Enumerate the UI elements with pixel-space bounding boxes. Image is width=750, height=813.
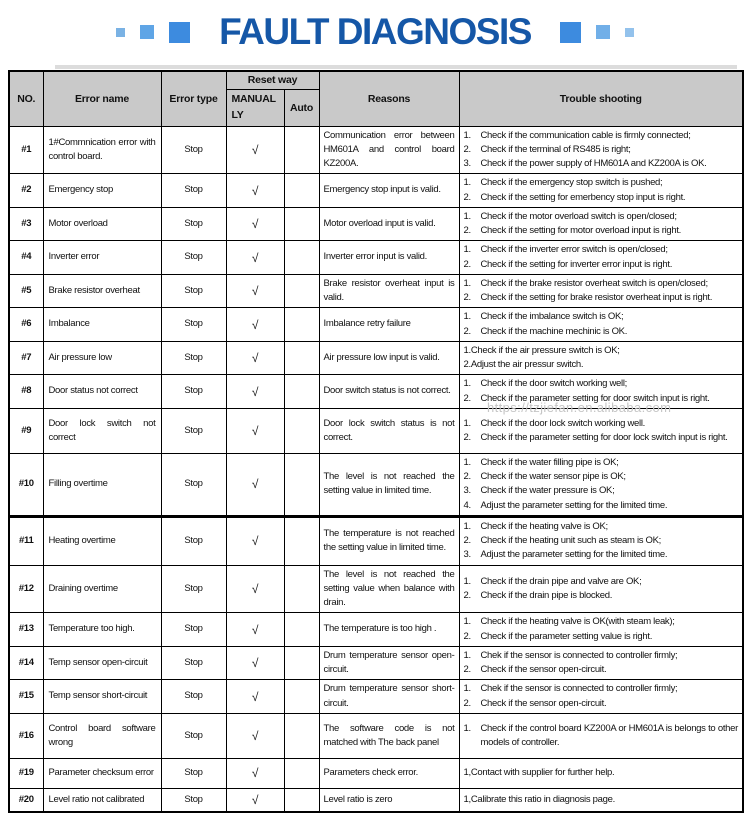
- trouble-item-text: Check if the water filling pipe is OK;: [480, 456, 619, 468]
- row-no: #2: [9, 174, 43, 208]
- row-no: #1: [9, 126, 43, 174]
- row-trouble-shooting: [459, 713, 743, 758]
- row-auto-check: [284, 680, 319, 714]
- col-header-no: NO.: [9, 71, 43, 126]
- row-manually-check: √: [226, 126, 284, 174]
- table-row: [9, 341, 743, 375]
- row-auto-check: [284, 713, 319, 758]
- row-trouble-shooting: [459, 408, 743, 453]
- trouble-item: [464, 589, 739, 603]
- row-error-name: Heating overtime: [43, 516, 161, 565]
- trouble-item-text: Check if the motor overload switch is open/closed;: [480, 210, 677, 222]
- trouble-item-number: 2.: [463, 191, 471, 203]
- row-reason: Drum temperature sensor open-circuit.: [319, 646, 459, 680]
- row-error-name: Control board software wrong: [43, 713, 161, 758]
- trouble-item: [464, 176, 739, 190]
- row-trouble-shooting: [459, 565, 743, 613]
- deco-square-icon: [596, 25, 610, 39]
- row-manually-check: √: [226, 341, 284, 375]
- trouble-item-number: 1.: [463, 722, 471, 734]
- row-no: #11: [9, 516, 43, 565]
- row-reason: Inverter error input is valid.: [319, 241, 459, 275]
- trouble-item-number: 1.: [463, 616, 471, 628]
- row-error-type: Stop: [161, 241, 226, 275]
- trouble-item-text: Check if the parameter setting for door switch input is right.: [480, 392, 710, 404]
- trouble-item: [464, 291, 739, 305]
- row-no: #5: [9, 274, 43, 308]
- row-manually-check: √: [226, 516, 284, 565]
- trouble-item: [464, 224, 739, 238]
- row-error-type: Stop: [161, 174, 226, 208]
- row-reason: Communication error between HM601A and control board KZ200A.: [319, 126, 459, 174]
- trouble-item-number: 3.: [463, 549, 471, 561]
- trouble-item-text: Check if the sensor open-circuit.: [480, 664, 607, 675]
- row-auto-check: [284, 274, 319, 308]
- trouble-item-number: 1.: [463, 244, 471, 256]
- trouble-item: [464, 575, 739, 589]
- trouble-item-number: 1.: [463, 129, 471, 141]
- row-reason: Brake resistor overheat input is valid.: [319, 274, 459, 308]
- trouble-item: [464, 191, 739, 205]
- row-auto-check: [284, 241, 319, 275]
- trouble-item: [464, 682, 739, 696]
- row-no: #12: [9, 565, 43, 613]
- trouble-item: [464, 143, 739, 157]
- row-error-name: Draining overtime: [43, 565, 161, 613]
- table-row: [9, 241, 743, 275]
- trouble-item: [464, 548, 739, 562]
- row-trouble-shooting: [459, 241, 743, 275]
- trouble-item-text: 1.Check if the air pressure switch is OK;: [463, 344, 620, 356]
- trouble-item-number: 2.: [463, 589, 471, 601]
- trouble-item-text: Check if the heating valve is OK;: [480, 520, 608, 532]
- trouble-item-text: Check if the water pressure is OK;: [480, 485, 615, 497]
- row-no: #20: [9, 788, 43, 812]
- trouble-item: [464, 157, 739, 171]
- row-error-name: Temperature too high.: [43, 613, 161, 647]
- row-reason: Door lock switch status is not correct.: [319, 408, 459, 453]
- row-no: #15: [9, 680, 43, 714]
- row-manually-check: √: [226, 646, 284, 680]
- row-manually-check: √: [226, 453, 284, 516]
- trouble-item: [464, 663, 739, 677]
- trouble-item-text: Check if the terminal of RS485 is right;: [480, 143, 631, 155]
- row-auto-check: [284, 516, 319, 565]
- trouble-item-number: 1.: [463, 177, 471, 189]
- table-row: [9, 680, 743, 714]
- col-header-trouble-shooting: Trouble shooting: [459, 71, 743, 126]
- row-trouble-shooting: [459, 453, 743, 516]
- trouble-item: [464, 456, 739, 470]
- trouble-item-text: Check if the sensor open-circuit.: [480, 697, 607, 709]
- deco-square-icon: [625, 28, 634, 37]
- trouble-item-text: Check if the control board KZ200A or HM601A is belongs to other models of controller.: [480, 722, 738, 748]
- trouble-item-text: Chek if the sensor is connected to controller firmly;: [480, 683, 678, 695]
- trouble-item-text: Check if the communication cable is firmly connected;: [480, 129, 691, 141]
- table-row: [9, 375, 743, 409]
- row-auto-check: [284, 126, 319, 174]
- row-manually-check: √: [226, 758, 284, 788]
- trouble-item-text: Check if the parameter setting for door lock switch input is right.: [480, 431, 728, 443]
- row-trouble-shooting: [459, 126, 743, 174]
- row-error-type: Stop: [161, 375, 226, 409]
- row-manually-check: √: [226, 680, 284, 714]
- col-header-reset-way: Reset way: [226, 71, 319, 89]
- col-header-error-name: Error name: [43, 71, 161, 126]
- row-error-name: Motor overload: [43, 207, 161, 241]
- trouble-item-number: 2.: [463, 325, 471, 337]
- trouble-item-text: Check if the inverter error switch is open/closed;: [480, 244, 668, 256]
- trouble-item-text: 1,Contact with supplier for further help.: [463, 767, 615, 779]
- trouble-item-number: 2.: [463, 431, 471, 443]
- row-error-type: Stop: [161, 207, 226, 241]
- row-error-name: Temp sensor short-circuit: [43, 680, 161, 714]
- row-no: #3: [9, 207, 43, 241]
- table-row: [9, 308, 743, 342]
- col-header-error-type: Error type: [161, 71, 226, 126]
- row-reason: Level ratio is zero: [319, 788, 459, 812]
- row-reason: Drum temperature sensor short-circuit.: [319, 680, 459, 714]
- trouble-item-number: 3.: [463, 158, 471, 169]
- table-row: [9, 788, 743, 812]
- row-auto-check: [284, 341, 319, 375]
- trouble-item-text: Check if the machine mechinic is OK.: [480, 325, 628, 337]
- trouble-item-number: 1.: [463, 277, 471, 289]
- row-trouble-shooting: [459, 207, 743, 241]
- trouble-item: [464, 431, 739, 445]
- row-manually-check: √: [226, 788, 284, 812]
- trouble-item-text: Check if the setting for emerbency stop input is right.: [480, 191, 686, 203]
- trouble-item: [464, 470, 739, 484]
- row-trouble-shooting: [459, 308, 743, 342]
- row-manually-check: √: [226, 613, 284, 647]
- trouble-item-text: Check if the heating valve is OK(with steam leak);: [480, 616, 675, 628]
- trouble-item: [464, 377, 739, 391]
- trouble-item-text: Check if the parameter setting value is right.: [480, 630, 653, 642]
- deco-square-icon: [116, 28, 125, 37]
- table-row: [9, 516, 743, 565]
- row-trouble-shooting: [459, 375, 743, 409]
- trouble-item-number: 1.: [463, 456, 471, 468]
- row-auto-check: [284, 565, 319, 613]
- trouble-item-text: Check if the heating unit such as steam is OK;: [480, 535, 662, 546]
- trouble-item-number: 2.: [463, 697, 471, 709]
- trouble-item: [464, 392, 739, 406]
- row-error-name: Parameter checksum error: [43, 758, 161, 788]
- row-reason: Motor overload input is valid.: [319, 207, 459, 241]
- trouble-item-number: 1.: [463, 520, 471, 532]
- row-no: #7: [9, 341, 43, 375]
- row-manually-check: √: [226, 241, 284, 275]
- row-error-name: Brake resistor overheat: [43, 274, 161, 308]
- row-reason: The temperature is too high .: [319, 613, 459, 647]
- trouble-item: [464, 210, 739, 224]
- table-row: [9, 207, 743, 241]
- table-row: [9, 453, 743, 516]
- row-manually-check: √: [226, 274, 284, 308]
- row-no: #10: [9, 453, 43, 516]
- trouble-item: [464, 766, 739, 780]
- trouble-item: [464, 344, 739, 358]
- row-error-type: Stop: [161, 565, 226, 613]
- row-no: #9: [9, 408, 43, 453]
- row-auto-check: [284, 788, 319, 812]
- row-error-name: Air pressure low: [43, 341, 161, 375]
- trouble-item-text: Check if the drain pipe and valve are OK;: [480, 575, 642, 587]
- trouble-item-text: Check if the water sensor pipe is OK;: [480, 471, 626, 482]
- deco-square-icon: [560, 22, 581, 43]
- row-auto-check: [284, 308, 319, 342]
- row-manually-check: √: [226, 308, 284, 342]
- trouble-item: [464, 258, 739, 272]
- row-auto-check: [284, 174, 319, 208]
- row-reason: The temperature is not reached the setting value in limited time.: [319, 516, 459, 565]
- trouble-item-number: 1.: [463, 417, 471, 429]
- row-error-type: Stop: [161, 408, 226, 453]
- row-auto-check: [284, 453, 319, 516]
- row-no: #13: [9, 613, 43, 647]
- row-trouble-shooting: [459, 680, 743, 714]
- row-no: #6: [9, 308, 43, 342]
- row-no: #8: [9, 375, 43, 409]
- row-error-type: Stop: [161, 680, 226, 714]
- trouble-item-number: 2.: [463, 630, 471, 642]
- row-manually-check: √: [226, 174, 284, 208]
- fault-table: [8, 70, 744, 813]
- row-no: #14: [9, 646, 43, 680]
- row-no: #19: [9, 758, 43, 788]
- row-no: #4: [9, 241, 43, 275]
- trouble-item-text: Check if the brake resistor overheat switch is open/closed;: [480, 277, 708, 289]
- row-manually-check: √: [226, 207, 284, 241]
- trouble-item: [464, 630, 739, 644]
- trouble-item-text: Adjust the parameter setting for the limited time.: [480, 549, 668, 561]
- trouble-item: [464, 358, 739, 372]
- table-row: [9, 408, 743, 453]
- trouble-item: [464, 697, 739, 711]
- row-error-type: Stop: [161, 613, 226, 647]
- row-error-type: Stop: [161, 713, 226, 758]
- table-row: [9, 613, 743, 647]
- row-auto-check: [284, 207, 319, 241]
- trouble-item-number: 2.: [463, 471, 471, 482]
- row-auto-check: [284, 408, 319, 453]
- trouble-item: [464, 243, 739, 257]
- trouble-item-text: 1,Calibrate this ratio in diagnosis page.: [463, 793, 615, 805]
- page-header: [0, 6, 750, 58]
- row-trouble-shooting: [459, 274, 743, 308]
- trouble-item-number: 1.: [463, 683, 471, 695]
- trouble-item-text: Check if the setting for motor overload input is right.: [480, 225, 682, 236]
- row-trouble-shooting: [459, 788, 743, 812]
- row-reason: The level is not reached the setting value in limited time.: [319, 453, 459, 516]
- row-manually-check: √: [226, 408, 284, 453]
- row-manually-check: √: [226, 713, 284, 758]
- table-row: [9, 646, 743, 680]
- row-error-type: Stop: [161, 758, 226, 788]
- trouble-item-number: 2.: [463, 392, 471, 404]
- row-error-type: Stop: [161, 126, 226, 174]
- trouble-item-number: 1.: [463, 311, 471, 323]
- row-manually-check: √: [226, 565, 284, 613]
- trouble-item-text: Check if the drain pipe is blocked.: [480, 589, 613, 601]
- trouble-item: [464, 793, 739, 807]
- row-reason: The level is not reached the setting value when balance with drain.: [319, 565, 459, 613]
- trouble-item: [464, 310, 739, 324]
- trouble-item-number: 1.: [463, 378, 471, 390]
- page-title: FAULT DIAGNOSIS: [219, 11, 531, 52]
- row-no: #16: [9, 713, 43, 758]
- col-header-manually: MANUALLY: [226, 89, 284, 126]
- trouble-item: [464, 325, 739, 339]
- row-reason: Parameters check error.: [319, 758, 459, 788]
- fault-table-head: [9, 71, 743, 126]
- table-row: [9, 758, 743, 788]
- row-error-type: Stop: [161, 308, 226, 342]
- row-error-name: Door lock switch not correct: [43, 408, 161, 453]
- fault-table-body: [9, 126, 743, 812]
- trouble-item: [464, 129, 739, 143]
- trouble-item-number: 2.: [463, 292, 471, 303]
- table-row: [9, 126, 743, 174]
- row-error-name: Imbalance: [43, 308, 161, 342]
- trouble-item: [464, 520, 739, 534]
- col-header-auto: Auto: [284, 89, 319, 126]
- row-error-type: Stop: [161, 341, 226, 375]
- row-reason: Imbalance retry failure: [319, 308, 459, 342]
- watermark: https://tzjiefan.en.alibaba.com: [487, 400, 672, 415]
- trouble-item-text: Check if the emergency stop switch is pushed;: [480, 177, 663, 189]
- row-error-name: 1#Commnication error with control board.: [43, 126, 161, 174]
- row-error-type: Stop: [161, 646, 226, 680]
- row-error-name: Door status not correct: [43, 375, 161, 409]
- trouble-item-text: Check if the door lock switch working well.: [480, 417, 646, 429]
- row-error-name: Filling overtime: [43, 453, 161, 516]
- row-error-type: Stop: [161, 274, 226, 308]
- table-row: [9, 713, 743, 758]
- trouble-item-number: 4.: [463, 499, 471, 511]
- row-trouble-shooting: [459, 341, 743, 375]
- trouble-item: [464, 277, 739, 291]
- trouble-item-number: 3.: [463, 485, 471, 497]
- trouble-item-number: 2.: [463, 143, 471, 155]
- trouble-item-number: 2.: [463, 664, 471, 675]
- row-reason: The software code is not matched with The back panel: [319, 713, 459, 758]
- trouble-item-text: Check if the setting for inverter error input is right.: [480, 258, 673, 270]
- fault-table-container: [8, 70, 742, 813]
- row-error-name: Inverter error: [43, 241, 161, 275]
- trouble-item-number: 2.: [463, 225, 471, 236]
- col-header-reasons: Reasons: [319, 71, 459, 126]
- trouble-item-number: 1.: [463, 210, 471, 222]
- row-reason: Air pressure low input is valid.: [319, 341, 459, 375]
- trouble-item-number: 1.: [463, 575, 471, 587]
- table-row: [9, 174, 743, 208]
- trouble-item: [464, 484, 739, 498]
- trouble-item-text: Check if the door switch working well;: [480, 378, 627, 390]
- row-error-type: Stop: [161, 516, 226, 565]
- row-error-name: Level ratio not calibrated: [43, 788, 161, 812]
- table-row: [9, 274, 743, 308]
- row-manually-check: √: [226, 375, 284, 409]
- trouble-item: [464, 649, 739, 663]
- trouble-item-number: 2.: [463, 535, 471, 546]
- row-trouble-shooting: [459, 758, 743, 788]
- scan-shadow: [55, 65, 737, 69]
- trouble-item: [464, 499, 739, 513]
- trouble-item-text: Check if the setting for brake resistor overheat input is right.: [480, 292, 713, 303]
- trouble-item-text: Check if the imbalance switch is OK;: [480, 311, 624, 323]
- deco-square-icon: [169, 22, 190, 43]
- row-auto-check: [284, 613, 319, 647]
- deco-square-icon: [140, 25, 154, 39]
- row-auto-check: [284, 646, 319, 680]
- trouble-item: [464, 417, 739, 431]
- row-trouble-shooting: [459, 613, 743, 647]
- trouble-item-text: Check if the power supply of HM601A and KZ200A is OK.: [480, 158, 707, 169]
- trouble-item: [464, 615, 739, 629]
- row-trouble-shooting: [459, 174, 743, 208]
- trouble-item-text: Adjust the parameter setting for the limited time.: [480, 499, 668, 511]
- row-reason: Emergency stop input is valid.: [319, 174, 459, 208]
- row-trouble-shooting: [459, 516, 743, 565]
- trouble-item-number: 1.: [463, 649, 471, 661]
- row-trouble-shooting: [459, 646, 743, 680]
- trouble-item: [464, 534, 739, 548]
- trouble-item: [464, 722, 739, 751]
- row-reason: Door switch status is not correct.: [319, 375, 459, 409]
- row-error-type: Stop: [161, 788, 226, 812]
- row-error-name: Temp sensor open-circuit: [43, 646, 161, 680]
- table-row: [9, 565, 743, 613]
- row-error-type: Stop: [161, 453, 226, 516]
- trouble-item-text: Chek if the sensor is connected to controller firmly;: [480, 649, 678, 661]
- trouble-item-number: 2.: [463, 258, 471, 270]
- trouble-item-text: 2.Adjust the air pressur switch.: [463, 359, 584, 370]
- row-auto-check: [284, 375, 319, 409]
- row-auto-check: [284, 758, 319, 788]
- row-error-name: Emergency stop: [43, 174, 161, 208]
